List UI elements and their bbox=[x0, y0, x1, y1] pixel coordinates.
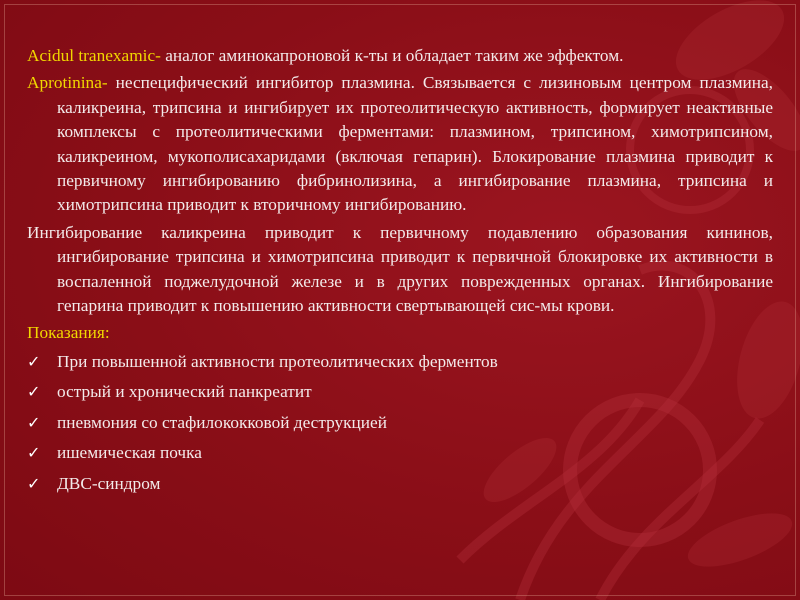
list-item-text: ишемическая почка bbox=[57, 443, 202, 463]
list-item bbox=[27, 441, 773, 465]
list-item-text: ДВС-синдром bbox=[57, 473, 161, 493]
paragraph-aprotinin bbox=[27, 71, 773, 217]
list-item bbox=[27, 350, 773, 374]
list-item bbox=[27, 380, 773, 404]
drug-name-tranexamic: Acidul tranexamic- bbox=[27, 46, 161, 65]
checkmark-icon: ✓ bbox=[27, 443, 41, 463]
checkmark-icon: ✓ bbox=[27, 473, 41, 493]
drug-name-aprotinin: Aprotinina- bbox=[27, 73, 108, 93]
paragraph-tranexamic bbox=[27, 44, 773, 68]
paragraph-inhibition bbox=[27, 221, 773, 319]
slide-content bbox=[27, 44, 773, 502]
paragraph-text: аналог аминокапроновой к-ты и обладает таким же эффектом. bbox=[160, 46, 624, 65]
paragraph-text: Ингибирование каликреина приводит к первичному подавлению образования кининов, ингибирование трипсина и химотрипсина приводит к первичной блокировке их активности в воспаленной поджелудочной железе и в других поврежденных органах. Ингибирование гепарина приводит к повышению активности свертывающей сис-мы крови. bbox=[27, 222, 773, 316]
checkmark-icon: ✓ bbox=[27, 412, 41, 432]
indications-list bbox=[27, 350, 773, 496]
checkmark-icon: ✓ bbox=[27, 351, 41, 371]
list-item-text: пневмония со стафилококковой деструкцией bbox=[57, 412, 387, 432]
checkmark-icon: ✓ bbox=[27, 382, 41, 402]
list-item bbox=[27, 472, 773, 496]
list-item-text: При повышенной активности протеолитических ферментов bbox=[57, 351, 498, 371]
paragraph-text: неспецифический ингибитор плазмина. Связывается с лизиновым центром плазмина, каликреина, трипсина и ингибирует их протеолитическую активность, формирует неактивные комплексы с протеолитическими ферментами: плазмином, трипсином, химотрипсином, каликреином, мукополисахаридами (включая гепарин). Блокирование плазмина приводит к первичному ингибированию фибринолизина, а ингибирование плазмина, трипсина и химотрипсина приводит к вторичному ингибированию. bbox=[57, 73, 773, 215]
list-item bbox=[27, 411, 773, 435]
list-item-text: острый и хронический панкреатит bbox=[57, 382, 312, 402]
indications-heading: Показания: bbox=[27, 323, 110, 343]
